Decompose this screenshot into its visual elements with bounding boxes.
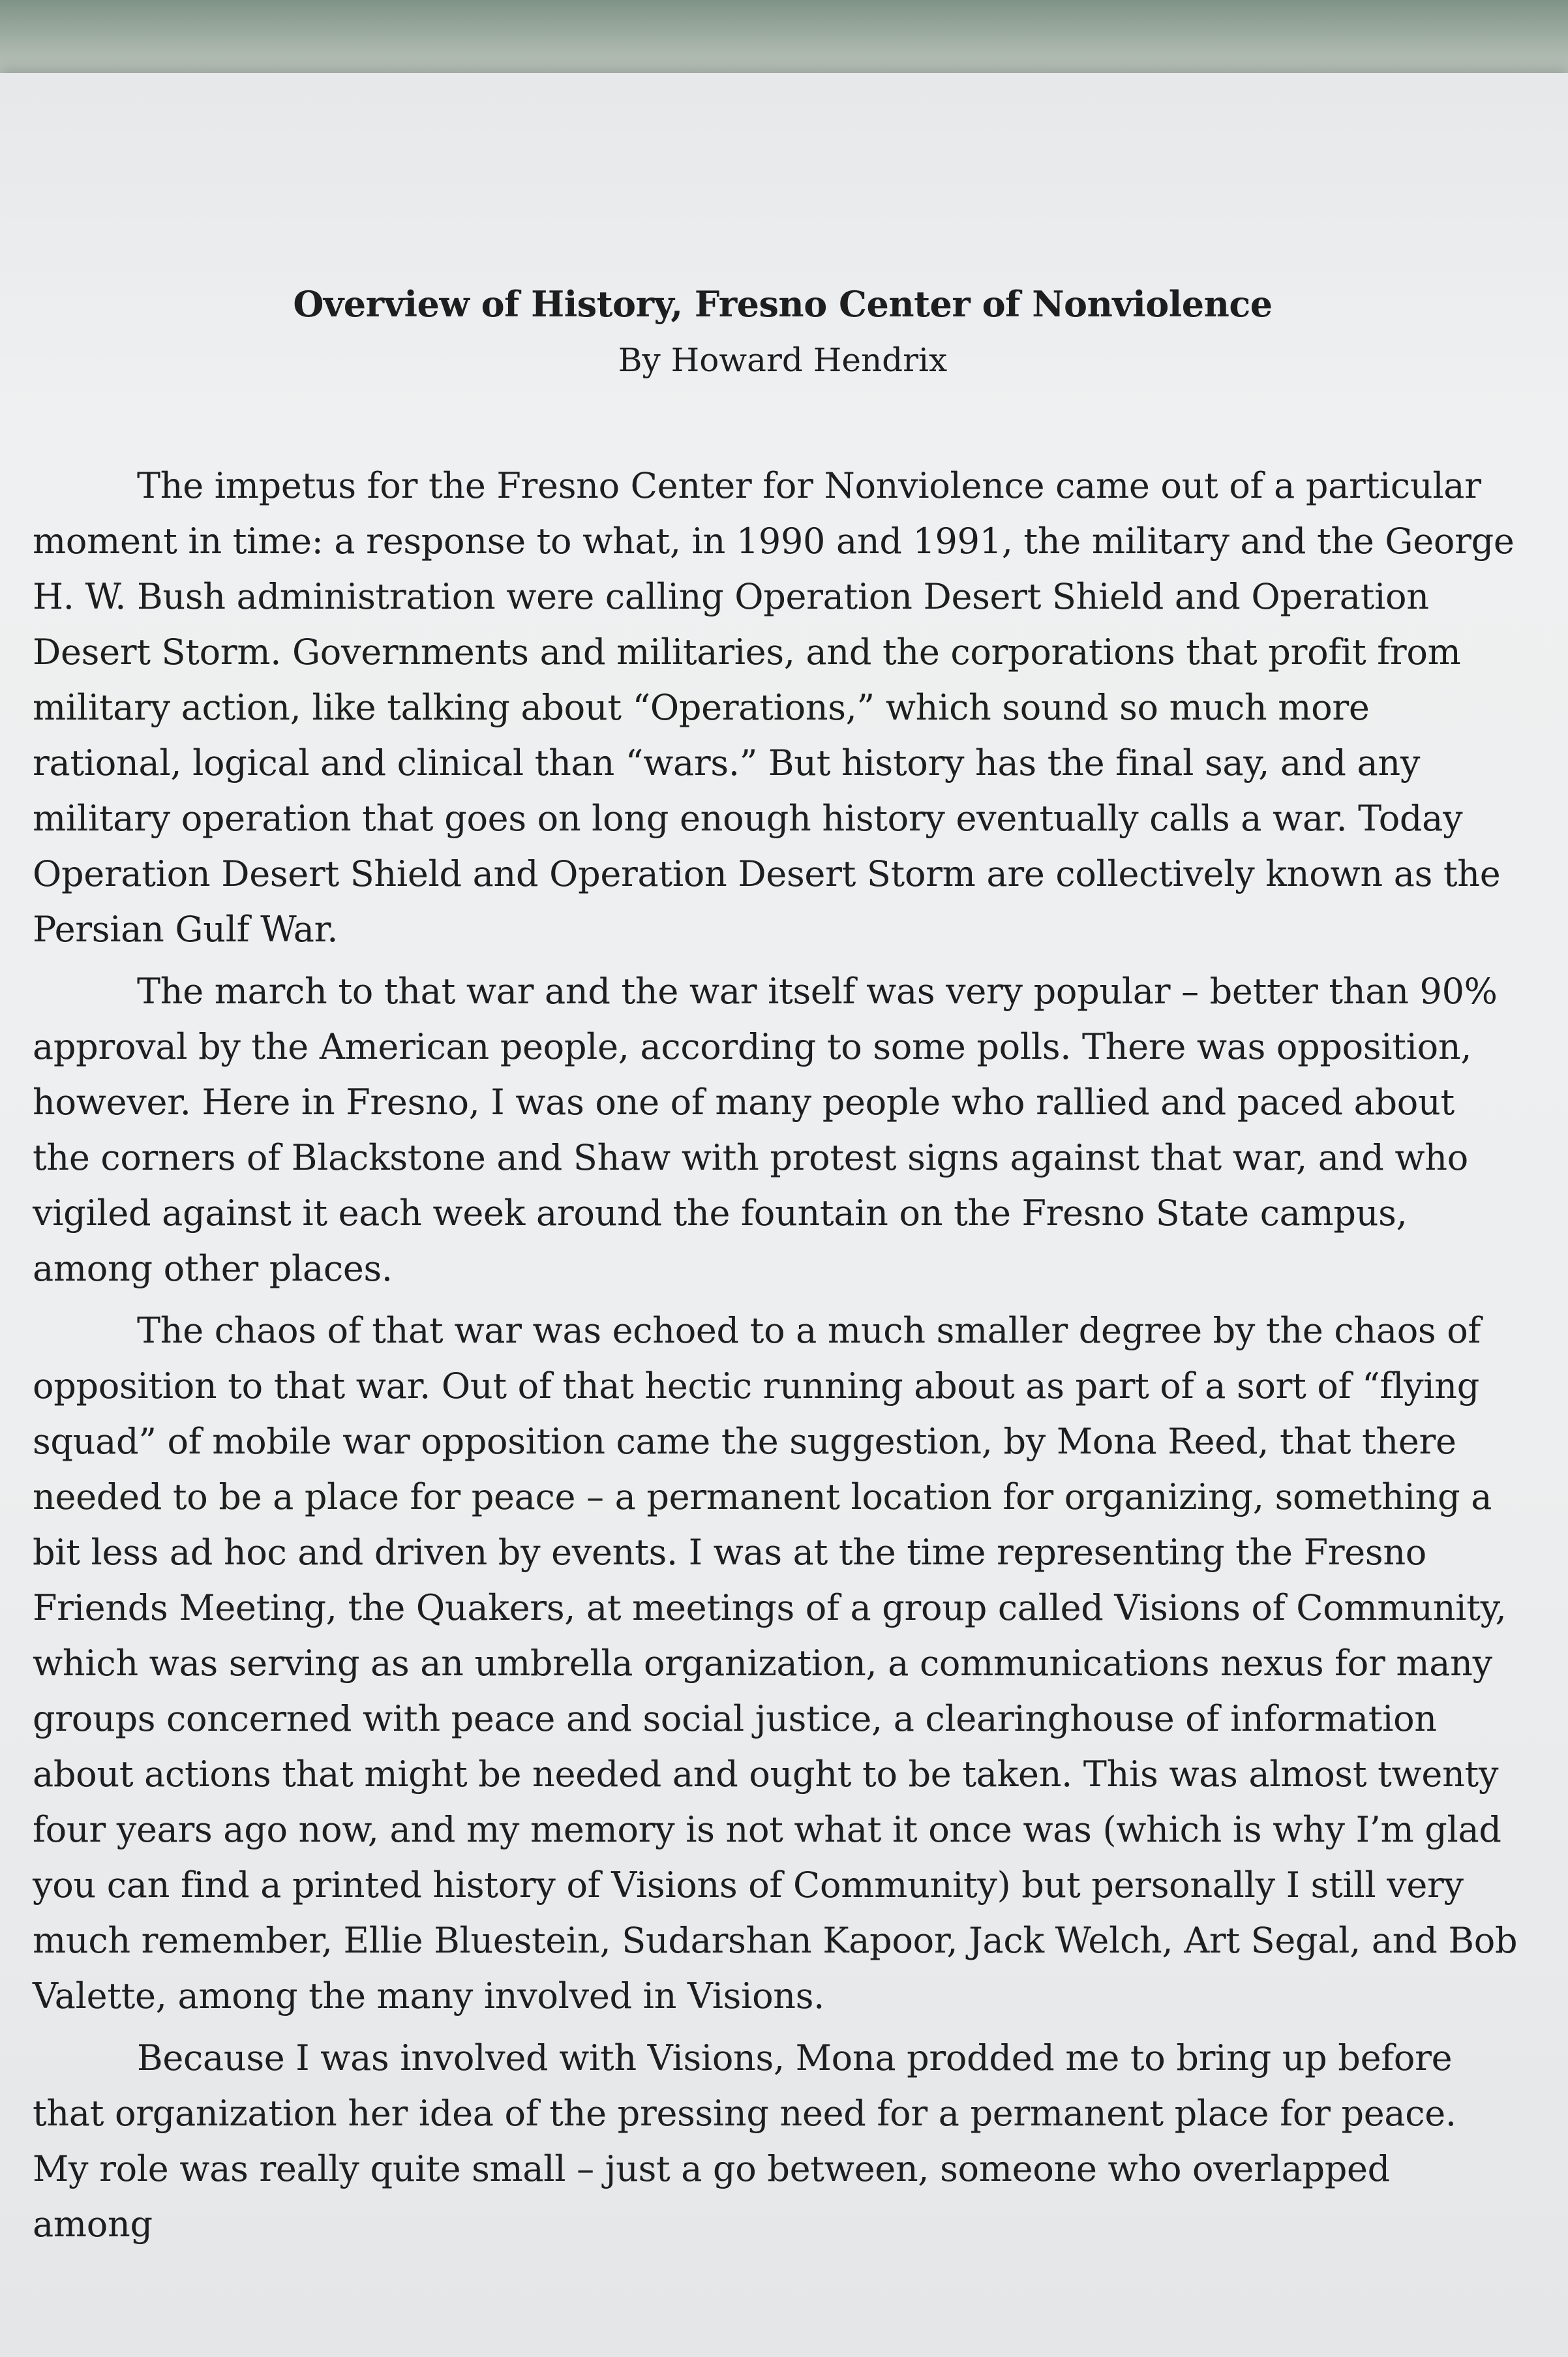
paragraph-4: Because I was involved with Visions, Mona prodded me to bring up before that organization her idea of the pressing need for a permanent place for peace. My role was really quite small – just a go between, someone who overlapped among bbox=[33, 2037, 1456, 2245]
document-body bbox=[33, 458, 1520, 2258]
paper-sheet bbox=[0, 73, 1568, 2357]
paragraph-3: The chaos of that war was echoed to a much smaller degree by the chaos of opposition to that war. Out of that hectic running about as part of a sort of “flying squad” of mobile war opposition came the suggestion, by Mona Reed, that there needed to be a place for peace – a permanent location for organizing, something a bit less ad hoc and driven by events. I was at the time representing the Fresno Friends Meeting, the Quakers, at meetings of a group called Visions of Community, which was serving as an umbrella organization, a communications nexus for many groups concerned with peace and social justice, a clearinghouse of information about actions that might be needed and ought to be taken. This was almost twenty four years ago now, and my memory is not what it once was (which is why I’m glad you can find a printed history of Visions of Community) but personally I still very much remember, Ellie Bluestein, Sudarshan Kapoor, Jack Welch, Art Segal, and Bob Valette, among the many involved in Visions. bbox=[33, 1310, 1518, 2016]
document-title: Overview of History, Fresno Center of Nonviolence bbox=[293, 283, 1273, 325]
paragraph-1: The impetus for the Fresno Center for Nonviolence came out of a particular moment in time: a response to what, in 1990 and 1991, the military and the George H. W. Bush administration were calling Operation Desert Shield and Operation Desert Storm. Governments and militaries, and the corporations that profit from military action, like talking about “Operations,” which sound so much more rational, logical and clinical than “wars.” But history has the final say, and any military operation that goes on long enough history eventually calls a war. Today Operation Desert Shield and Operation Desert Storm are collectively known as the Persian Gulf War. bbox=[33, 465, 1515, 950]
paragraph-2: The march to that war and the war itself was very popular – better than 90% approval by the American people, according to some polls. There was opposition, however. Here in Fresno, I was one of many people who rallied and paced about the corners of Blackstone and Shaw with protest signs against that war, and who vigiled against it each week around the fountain on the Fresno State campus, among other places. bbox=[33, 971, 1498, 1289]
document-byline: By Howard Hendrix bbox=[618, 341, 948, 379]
